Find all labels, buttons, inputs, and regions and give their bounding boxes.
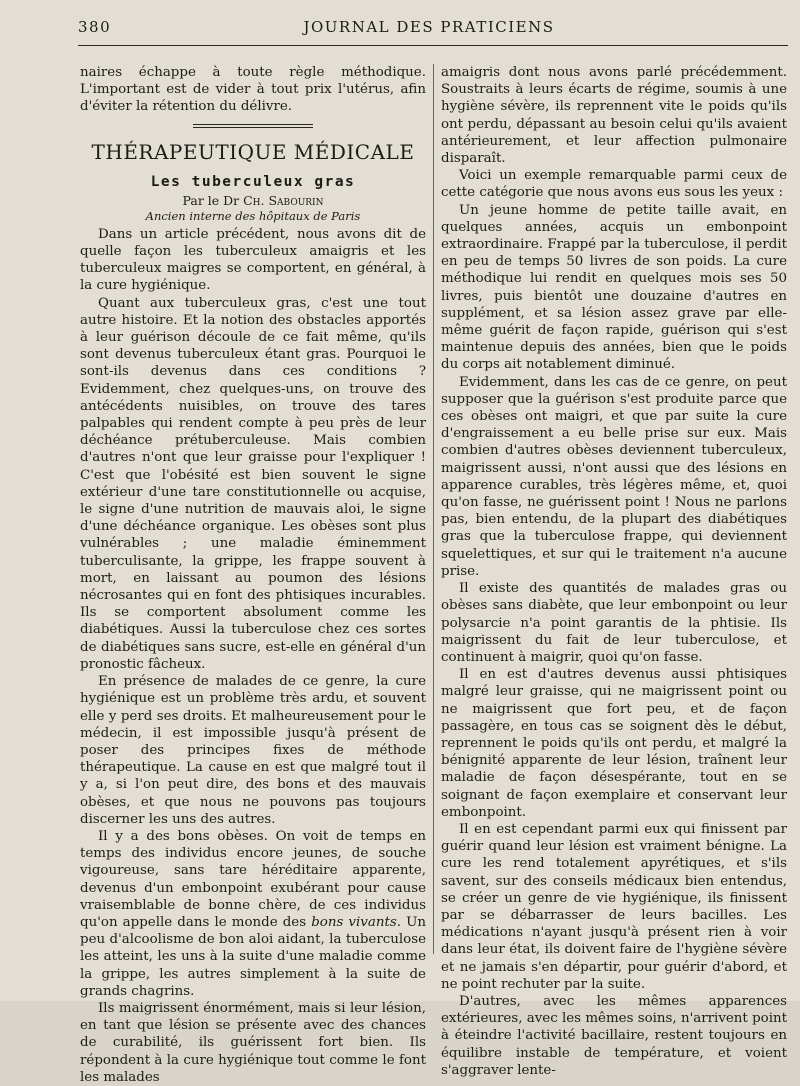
- paragraph-text: Il y a des bons obèses. On voit de temps en temps des individus encore jeunes, de souche vigoureuse, sans tare héréditaire apparente, devenus d'un embonpoint exubérant pour cause vraisemblable de bonne chère, de ces individus qu'on appelle dans le monde des: [80, 828, 426, 930]
- italic-phrase: bons vivants: [311, 914, 397, 930]
- right-column: [441, 64, 787, 1079]
- left-column: [80, 64, 426, 1086]
- paragraph: [80, 828, 426, 1000]
- paragraph: Evidemment, dans les cas de ce genre, on peut supposer que la guérison s'est produite parce que ces obèses ont maigri, et que par suite la cure d'engraissement a eu belle prise sur eux. Mais combien d'autres obèses deviennent tuberculeux, maigrissent aussi, n'ont aussi que des lésions en apparence curables, très légères même, et, quoi qu'on fasse, ne guérissent point ! Nous ne parlons pas, bien entendu, de la plupart des diabétiques gras que la tuberculose frappe, qui deviennent squelettiques, et sur qui le traitement n'a aucune prise.: [441, 374, 787, 579]
- byline-prefix: Par le Dr: [182, 192, 244, 208]
- paragraph: Voici un exemple remarquable parmi ceux de cette catégorie que nous avons eus sous les yeux :: [441, 168, 787, 201]
- paragraph: D'autres, avec les mêmes apparences extérieures, avec les mêmes soins, n'arrivent point à éteindre l'activité bacillaire, restent toujours en équilibre instable de température, et voient s'aggraver lente-: [441, 993, 787, 1078]
- page-number: 380: [78, 18, 112, 36]
- byline: [80, 193, 426, 209]
- journal-title: JOURNAL DES PRATICIENS: [303, 18, 555, 36]
- paragraph: naires échappe à toute règle méthodique. L'important est de vider à tout prix l'utérus, afin d'éviter la rétention du délivre.: [80, 65, 426, 115]
- paragraph: Il existe des quantités de malades gras ou obèses sans diabète, que leur embonpoint ou leur polysarcie n'a point garantis de la phtisie. Ils maigrissent du fait de leur tuberculose, et continuent à maigrir, quoi qu'on fasse.: [441, 581, 787, 665]
- paragraph: Ils maigrissent énormément, mais si leur lésion, en tant que lésion se présente avec des chances de curabilité, ils guérissent fort bien. Ils répondent à la cure hygiénique tout comme le font les malades: [80, 1000, 426, 1085]
- paragraph: Quant aux tuberculeux gras, c'est une tout autre histoire. Et la notion des obstacles apportés à leur guérison découle de ce fait même, qu'ils sont devenus tuberculeux étant gras. Pourquoi le sont-ils devenus dans ces conditions ? Evidemment, chez quelques-uns, on trouve des antécédents nuisibles, on trouve des tares palpables qui rendent compte à peu près de leur déchéance prétuberculeuse. Mais combien d'autres n'ont que leur graisse pour l'expliquer ! C'est que l'obésité est bien souvent le signe extérieur d'une tare constitutionnelle ou acquise, le signe d'une nutrition de mauvais aloi, le signe d'une déchéance organique. Les obèses sont plus vulnérables ; une maladie éminemment tuberculisante, la grippe, les frappe souvent à mort, en laissant au poumon des lésions nécrosantes qui en font des phtisiques incurables. Ils se comportent absolument comme les diabétiques. Aussi la tuberculose chez ces sortes de diabétiques sans sucre, est-elle en général d'un pronostic fâcheux.: [80, 295, 426, 672]
- paragraph: Il en est cependant parmi eux qui finissent par guérir quand leur lésion est vraiment bénigne. La cure les rend totalement apyrétiques, et s'ils savent, sur des conseils médicaux bien entendus, se créer un genre de vie hygiénique, ils finissent par se débarrasser de leurs bacilles. Les médications n'ayant jusqu'à présent rien à voir dans leur état, ils doivent faire de l'hygiène sévère et ne jamais s'en départir, pour guérir d'abord, et ne point rechuter par la suite.: [441, 821, 787, 992]
- paragraph: Dans un article précédent, nous avons dit de quelle façon les tuberculeux amaigris et les tuberculeux maigres se comportent, en général, à la cure hygiénique.: [80, 226, 426, 294]
- author-name: Ch. Sabourin: [243, 192, 324, 208]
- article-title: Les tuberculeux gras: [150, 173, 356, 190]
- author-role: Ancien interne des hôpitaux de Paris: [145, 208, 361, 223]
- section-title: THÉRAPEUTIQUE MÉDICALE: [91, 139, 415, 164]
- header-rule: [78, 45, 788, 46]
- paragraph: Un jeune homme de petite taille avait, en quelques années, acquis un embonpoint extraordinaire. Frappé par la tuberculose, il perdit en peu de temps 50 livres de son poids. La cure méthodique lui rendit en quelques mois ses 50 livres, puis bientôt une douzaine d'autres en supplément, et sa lésion assez grave par elle-même guérit de façon rapide, guérison qui s'est maintenue depuis des années, bien que le poids du corps ait notablement diminué.: [441, 202, 787, 373]
- paragraph: En présence de malades de ce genre, la cure hygiénique est un problème très ardu, et souvent elle y perd ses droits. Et malheureusement pour le médecin, il est impossible jusqu'à présent de poser des principes fixes de méthode thérapeutique. La cause en est que malgré tout il y a, si l'on peut dire, des bons et des mauvais obèses, et que nous ne pouvons pas toujours discerner les uns des autres.: [80, 674, 426, 827]
- running-head: [78, 18, 780, 40]
- paragraph: amaigris dont nous avons parlé précédemment. Soustraits à leurs écarts de régime, soumis à une hygiène sévère, ils reprennent vite le poids qu'ils ont perdu, dépassant au besoin celui qu'ils avaient antérieurement, et leur affection pulmonaire disparaît.: [441, 65, 787, 167]
- paragraph-text: . Un peu d'alcoolisme de bon aloi aidant, la tuberculose les atteint, les uns à la suite d'une maladie comme la grippe, les autres simplement à la suite de grands chagrins.: [80, 914, 426, 999]
- section-separator: [193, 124, 313, 128]
- column-divider: [433, 64, 434, 954]
- paragraph: Il en est d'autres devenus aussi phtisiques malgré leur graisse, qui ne maigrissent point ou ne maigrissent que fort peu, et de façon passagère, en tous cas se soignent dès le début, reprennent le poids qu'ils ont perdu, et malgré la bénignité apparente de leur lésion, traînent leur maladie de façon désespérante, tout en se soignant de façon exemplaire et conservant leur embonpoint.: [441, 667, 787, 820]
